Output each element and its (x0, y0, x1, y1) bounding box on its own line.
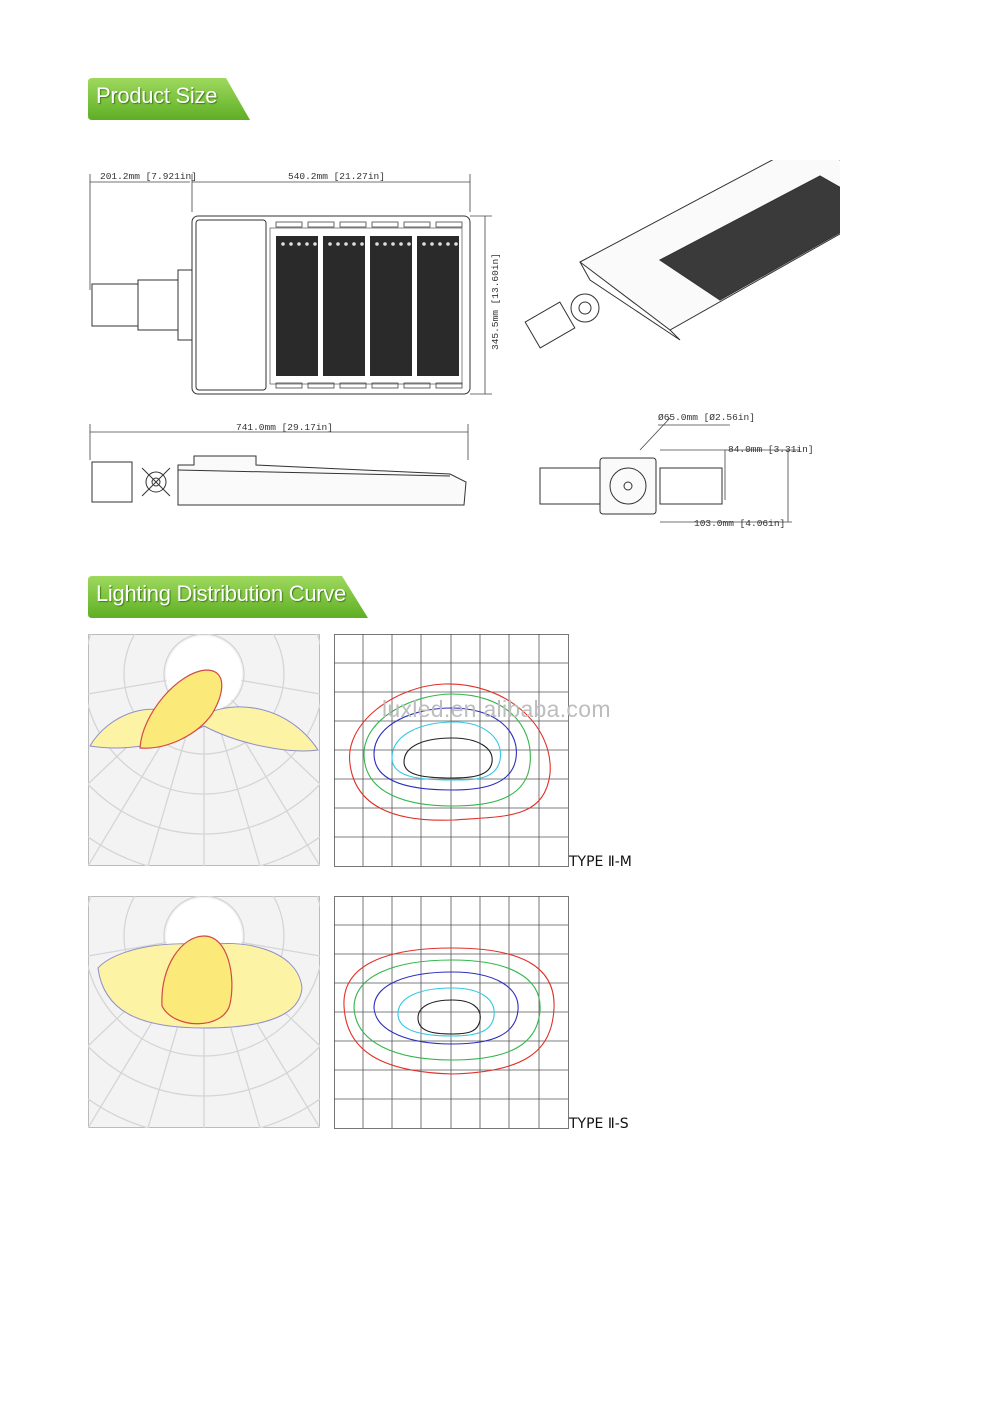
dim-arm-length: 201.2mm [7.921in] (100, 171, 197, 182)
dim-diameter: Ø65.0mm [Ø2.56in] (658, 412, 755, 423)
section-title: Lighting Distribution Curve (96, 581, 346, 606)
dim-total-length: 741.0mm [29.17in] (236, 422, 333, 433)
isolux-green (354, 960, 540, 1060)
dimension-drawings (80, 160, 840, 540)
section-title: Product Size (96, 83, 218, 108)
end-view-drawing (540, 458, 722, 514)
dim-height-full: 103.0mm [4.06in] (694, 518, 786, 529)
section-banner-lighting-curve (86, 574, 370, 620)
polar-diagram-type-2s (88, 896, 320, 1128)
isolux-red (344, 948, 554, 1074)
led-dots (281, 242, 458, 246)
section-banner-product-size (86, 76, 252, 122)
isolux-diagram-type-2m (334, 634, 570, 868)
led-module-grid (276, 236, 459, 376)
isolux-black (418, 1000, 480, 1034)
curve-type-label: TYPE Ⅱ-M (569, 854, 632, 870)
dim-body-length: 540.2mm [21.27in] (288, 171, 385, 182)
watermark: luxled.en.alibaba.com (382, 696, 611, 722)
isolux-diagram-type-2s (334, 896, 570, 1130)
side-view-drawing (92, 456, 466, 505)
isolux-black (404, 738, 492, 778)
dim-height-short: 84.0mm [3.31in] (728, 444, 814, 455)
curve-type-label: TYPE Ⅱ-S (569, 1116, 629, 1132)
dim-width: 345.5mm [13.60in] (490, 253, 501, 350)
isometric-view-drawing (525, 160, 840, 348)
polar-diagram-type-2m (88, 634, 320, 866)
